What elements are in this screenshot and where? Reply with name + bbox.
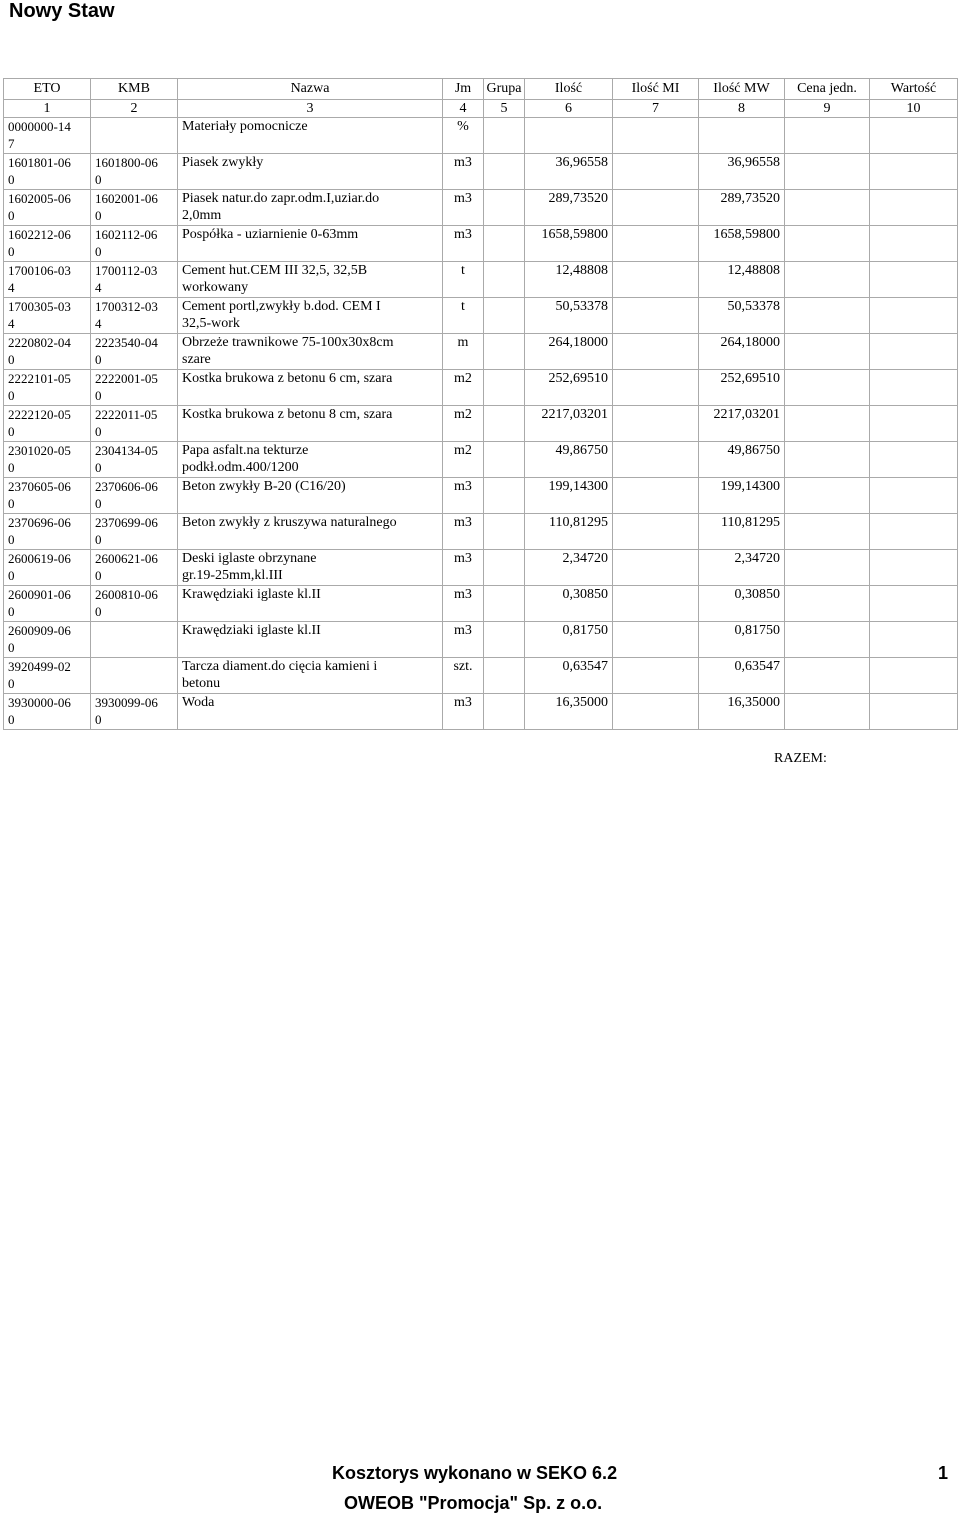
- quantity-mw: 110,81295: [699, 514, 785, 550]
- column-number: 3: [178, 100, 443, 118]
- kmb-code: 2600810-06 0: [91, 586, 178, 622]
- quantity-mi: [613, 622, 699, 658]
- unit-price: [785, 658, 870, 694]
- quantity-mi: [613, 694, 699, 730]
- unit: m: [443, 334, 484, 370]
- value: [870, 154, 958, 190]
- group: [484, 658, 525, 694]
- quantity: 50,53378: [525, 298, 613, 334]
- quantity: 36,96558: [525, 154, 613, 190]
- document-title: Nowy Staw: [9, 0, 115, 22]
- unit: m3: [443, 226, 484, 262]
- value: [870, 478, 958, 514]
- table-row: [4, 190, 958, 226]
- quantity-mw: 12,48808: [699, 262, 785, 298]
- value: [870, 694, 958, 730]
- quantity: 0,81750: [525, 622, 613, 658]
- table-row: [4, 406, 958, 442]
- unit: m3: [443, 622, 484, 658]
- material-name: Tarcza diament.do cięcia kamieni i betonu: [178, 658, 443, 694]
- quantity-mi: [613, 154, 699, 190]
- table-row: [4, 694, 958, 730]
- column-header: Ilość MI: [613, 79, 699, 100]
- material-name: Woda: [178, 694, 443, 730]
- column-header: Wartość: [870, 79, 958, 100]
- quantity: 0,63547: [525, 658, 613, 694]
- kmb-code: 2304134-05 0: [91, 442, 178, 478]
- table-row: [4, 334, 958, 370]
- eto-code: 2600619-06 0: [4, 550, 91, 586]
- eto-code: 2370605-06 0: [4, 478, 91, 514]
- eto-code: 3920499-02 0: [4, 658, 91, 694]
- value: [870, 658, 958, 694]
- column-number: 5: [484, 100, 525, 118]
- quantity: 199,14300: [525, 478, 613, 514]
- quantity-mi: [613, 226, 699, 262]
- value: [870, 226, 958, 262]
- unit-price: [785, 154, 870, 190]
- footer-line-1: Kosztorys wykonano w SEKO 6.2: [332, 1463, 618, 1483]
- empty-cell: [870, 118, 958, 154]
- column-number: 9: [785, 100, 870, 118]
- quantity-mi: [613, 478, 699, 514]
- unit: m3: [443, 514, 484, 550]
- material-name: Materiały pomocnicze: [178, 118, 443, 154]
- table-row: [4, 226, 958, 262]
- quantity-mw: 16,35000: [699, 694, 785, 730]
- group: [484, 262, 525, 298]
- eto-code: 2600909-06 0: [4, 622, 91, 658]
- value: [870, 406, 958, 442]
- material-name: Beton zwykły B-20 (C16/20): [178, 478, 443, 514]
- group: [484, 226, 525, 262]
- section-row: [4, 118, 958, 154]
- quantity: 289,73520: [525, 190, 613, 226]
- quantity-mi: [613, 334, 699, 370]
- kmb-code: [91, 622, 178, 658]
- unit: t: [443, 262, 484, 298]
- empty-cell: [525, 118, 613, 154]
- unit: m3: [443, 190, 484, 226]
- unit-price: [785, 550, 870, 586]
- unit: t: [443, 298, 484, 334]
- empty-cell: [785, 118, 870, 154]
- materials-table: [3, 78, 958, 730]
- empty-cell: [613, 118, 699, 154]
- column-number-row: [4, 100, 958, 118]
- column-header: Grupa: [484, 79, 525, 100]
- table-row: [4, 550, 958, 586]
- material-name: Obrzeże trawnikowe 75-100x30x8cm szare: [178, 334, 443, 370]
- table-row: [4, 514, 958, 550]
- value: [870, 370, 958, 406]
- unit-price: [785, 586, 870, 622]
- kmb-code: 3930099-06 0: [91, 694, 178, 730]
- value: [870, 514, 958, 550]
- column-number: 8: [699, 100, 785, 118]
- kmb-code: 2223540-04 0: [91, 334, 178, 370]
- unit-price: [785, 694, 870, 730]
- quantity: 16,35000: [525, 694, 613, 730]
- table-row: [4, 154, 958, 190]
- group: [484, 514, 525, 550]
- table-row: [4, 298, 958, 334]
- kmb-code: 1602112-06 0: [91, 226, 178, 262]
- group: [484, 442, 525, 478]
- column-number: 2: [91, 100, 178, 118]
- column-number: 6: [525, 100, 613, 118]
- group: [484, 370, 525, 406]
- unit-price: [785, 406, 870, 442]
- group: [484, 622, 525, 658]
- unit-price: [785, 262, 870, 298]
- quantity-mw: 199,14300: [699, 478, 785, 514]
- eto-code: 1602212-06 0: [4, 226, 91, 262]
- quantity-mi: [613, 514, 699, 550]
- group: [484, 190, 525, 226]
- material-name: Piasek natur.do zapr.odm.I,uziar.do 2,0mm: [178, 190, 443, 226]
- unit: m3: [443, 694, 484, 730]
- table-row: [4, 442, 958, 478]
- page-number: 1: [938, 1463, 949, 1483]
- material-name: Kostka brukowa z betonu 8 cm, szara: [178, 406, 443, 442]
- value: [870, 622, 958, 658]
- value: [870, 550, 958, 586]
- quantity: 0,30850: [525, 586, 613, 622]
- quantity: 2,34720: [525, 550, 613, 586]
- quantity: 2217,03201: [525, 406, 613, 442]
- group: [484, 406, 525, 442]
- footer-line-2: OWEOB "Promocja" Sp. z o.o.: [344, 1493, 603, 1513]
- value: [870, 442, 958, 478]
- unit-price: [785, 622, 870, 658]
- quantity: 12,48808: [525, 262, 613, 298]
- column-header: ETO: [4, 79, 91, 100]
- unit-price: [785, 226, 870, 262]
- kmb-code: 2370699-06 0: [91, 514, 178, 550]
- table-row: [4, 262, 958, 298]
- value: [870, 190, 958, 226]
- unit: m2: [443, 370, 484, 406]
- group: [484, 154, 525, 190]
- unit-price: [785, 514, 870, 550]
- empty-cell: [699, 118, 785, 154]
- group: [484, 586, 525, 622]
- eto-code: 3930000-06 0: [4, 694, 91, 730]
- quantity: 1658,59800: [525, 226, 613, 262]
- kmb-code: 1700312-03 4: [91, 298, 178, 334]
- group: [484, 298, 525, 334]
- quantity-mw: 264,18000: [699, 334, 785, 370]
- material-name: Papa asfalt.na tekturze podkł.odm.400/1200: [178, 442, 443, 478]
- header-row: [4, 79, 958, 100]
- material-name: Pospółka - uziarnienie 0-63mm: [178, 226, 443, 262]
- quantity-mi: [613, 190, 699, 226]
- quantity-mi: [613, 298, 699, 334]
- table-body: [4, 118, 958, 730]
- column-number: 10: [870, 100, 958, 118]
- kmb-code: 2222011-05 0: [91, 406, 178, 442]
- unit: m3: [443, 478, 484, 514]
- kmb-code: 2370606-06 0: [91, 478, 178, 514]
- unit: %: [443, 118, 484, 154]
- quantity-mw: 0,63547: [699, 658, 785, 694]
- unit: m2: [443, 406, 484, 442]
- eto-code: 2600901-06 0: [4, 586, 91, 622]
- unit-price: [785, 334, 870, 370]
- quantity-mi: [613, 406, 699, 442]
- quantity-mw: 1658,59800: [699, 226, 785, 262]
- value: [870, 334, 958, 370]
- kmb-code: 1602001-06 0: [91, 190, 178, 226]
- eto-code: 1601801-06 0: [4, 154, 91, 190]
- quantity-mi: [613, 262, 699, 298]
- kmb-code: [91, 658, 178, 694]
- column-header: Nazwa: [178, 79, 443, 100]
- kmb-code: 1700112-03 4: [91, 262, 178, 298]
- quantity-mi: [613, 370, 699, 406]
- unit: m3: [443, 586, 484, 622]
- column-header: Ilość MW: [699, 79, 785, 100]
- table-row: [4, 370, 958, 406]
- value: [870, 262, 958, 298]
- eto-code: 1700106-03 4: [4, 262, 91, 298]
- quantity-mw: 2217,03201: [699, 406, 785, 442]
- column-header: KMB: [91, 79, 178, 100]
- column-number: 7: [613, 100, 699, 118]
- eto-code: 1700305-03 4: [4, 298, 91, 334]
- unit-price: [785, 298, 870, 334]
- eto-code: 2301020-05 0: [4, 442, 91, 478]
- kmb-code: 1601800-06 0: [91, 154, 178, 190]
- quantity-mi: [613, 550, 699, 586]
- column-header: Ilość: [525, 79, 613, 100]
- material-name: Beton zwykły z kruszywa naturalnego: [178, 514, 443, 550]
- unit: m2: [443, 442, 484, 478]
- eto-code: 2370696-06 0: [4, 514, 91, 550]
- quantity: 252,69510: [525, 370, 613, 406]
- table-row: [4, 586, 958, 622]
- unit: m3: [443, 550, 484, 586]
- empty-cell: [484, 118, 525, 154]
- unit: m3: [443, 154, 484, 190]
- quantity-mw: 49,86750: [699, 442, 785, 478]
- material-name: Cement hut.CEM III 32,5, 32,5B workowany: [178, 262, 443, 298]
- unit-price: [785, 370, 870, 406]
- unit-price: [785, 442, 870, 478]
- kmb-code: 2222001-05 0: [91, 370, 178, 406]
- quantity-mw: 0,81750: [699, 622, 785, 658]
- value: [870, 298, 958, 334]
- quantity-mw: 2,34720: [699, 550, 785, 586]
- quantity-mi: [613, 586, 699, 622]
- kmb-code: 2600621-06 0: [91, 550, 178, 586]
- eto-code: 1602005-06 0: [4, 190, 91, 226]
- group: [484, 478, 525, 514]
- quantity-mw: 0,30850: [699, 586, 785, 622]
- unit-price: [785, 478, 870, 514]
- eto-code: 0000000-14 7: [4, 118, 91, 154]
- unit: szt.: [443, 658, 484, 694]
- material-name: Krawędziaki iglaste kl.II: [178, 586, 443, 622]
- kmb-code: [91, 118, 178, 154]
- group: [484, 334, 525, 370]
- material-name: Deski iglaste obrzynane gr.19-25mm,kl.III: [178, 550, 443, 586]
- quantity-mi: [613, 658, 699, 694]
- table-row: [4, 622, 958, 658]
- quantity-mw: 252,69510: [699, 370, 785, 406]
- table-row: [4, 478, 958, 514]
- value: [870, 586, 958, 622]
- quantity: 49,86750: [525, 442, 613, 478]
- razem-label: RAZEM:: [774, 751, 827, 766]
- group: [484, 550, 525, 586]
- material-name: Kostka brukowa z betonu 6 cm, szara: [178, 370, 443, 406]
- column-header: Jm: [443, 79, 484, 100]
- column-number: 4: [443, 100, 484, 118]
- quantity-mi: [613, 442, 699, 478]
- eto-code: 2220802-04 0: [4, 334, 91, 370]
- group: [484, 694, 525, 730]
- material-name: Cement portl,zwykły b.dod. CEM I 32,5-work: [178, 298, 443, 334]
- material-name: Krawędziaki iglaste kl.II: [178, 622, 443, 658]
- column-header: Cena jedn.: [785, 79, 870, 100]
- quantity-mw: 50,53378: [699, 298, 785, 334]
- quantity-mw: 289,73520: [699, 190, 785, 226]
- column-number: 1: [4, 100, 91, 118]
- quantity-mw: 36,96558: [699, 154, 785, 190]
- eto-code: 2222101-05 0: [4, 370, 91, 406]
- eto-code: 2222120-05 0: [4, 406, 91, 442]
- quantity: 110,81295: [525, 514, 613, 550]
- unit-price: [785, 190, 870, 226]
- material-name: Piasek zwykły: [178, 154, 443, 190]
- quantity: 264,18000: [525, 334, 613, 370]
- table-row: [4, 658, 958, 694]
